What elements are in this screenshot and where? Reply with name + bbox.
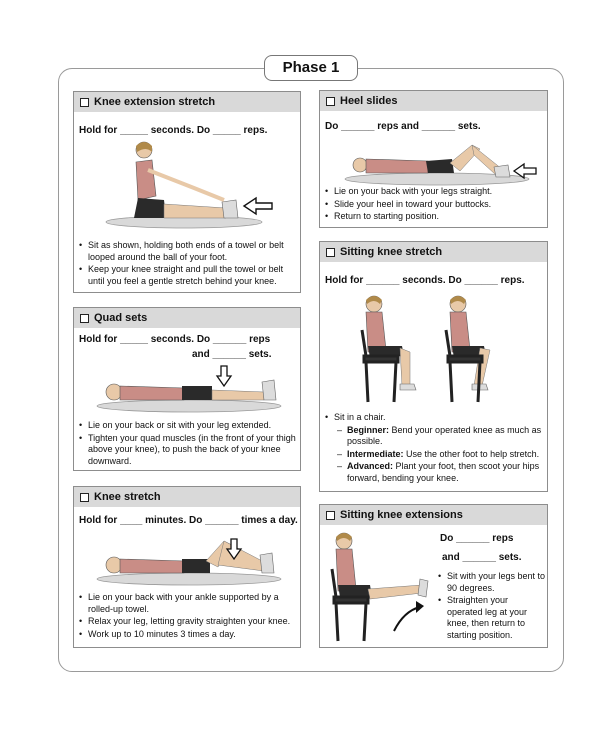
card-header	[74, 487, 300, 507]
card-quad-sets	[73, 307, 301, 471]
list-item: • Slide your heel in toward your buttocks.	[325, 199, 545, 211]
hold-instructions: Hold for ______ seconds. Do ______ reps.	[325, 275, 525, 286]
list-item: • Straighten your operated leg at your knee, then return to starting position.	[438, 595, 546, 641]
list-item-advanced	[325, 461, 547, 484]
list-item: • Lie on your back with your legs straight.	[325, 186, 545, 198]
hold-instructions-line2: and ______ sets.	[192, 349, 272, 360]
level-text: Use the other foot to help stretch.	[406, 448, 540, 459]
card-sitting-knee-stretch	[319, 241, 548, 492]
list-item: • Keep your knee straight and pull the towel or belt until you feel a gentle stretch behind your knee.	[79, 264, 299, 287]
checkbox[interactable]	[326, 97, 335, 106]
hold-instructions: Do ______ reps and ______ sets.	[325, 121, 481, 132]
page-title: Phase 1	[264, 55, 358, 81]
checkbox[interactable]	[326, 511, 335, 520]
card-title: Knee extension stretch	[94, 96, 216, 108]
checkbox[interactable]	[326, 248, 335, 257]
list-item: • Tighten your quad muscles (in the front of your thigh above your knee), to push the back of your knee downward.	[79, 433, 299, 468]
list-item: • Lie on your back with your ankle supported by a rolled-up towel.	[79, 592, 299, 615]
level-label: Intermediate:	[347, 448, 404, 459]
card-header	[320, 505, 547, 525]
list-item-intermediate	[325, 449, 547, 461]
card-header	[320, 242, 547, 262]
instruction-list	[79, 420, 299, 468]
hold-instructions: Hold for _____ seconds. Do ______ reps	[79, 334, 271, 345]
card-sitting-knee-extensions	[319, 504, 548, 648]
card-title: Knee stretch	[94, 491, 161, 503]
hold-instructions: Hold for _____ seconds. Do _____ reps.	[79, 125, 268, 136]
card-heel-slides	[319, 90, 548, 228]
knee-stretch-illustration	[94, 535, 284, 589]
list-item: • Work up to 10 minutes 3 times a day.	[79, 629, 299, 641]
knee-extension-illustration	[104, 138, 284, 230]
quad-sets-illustration	[94, 364, 284, 416]
checkbox[interactable]	[80, 493, 89, 502]
instruction-list	[79, 592, 299, 641]
list-item: • Relax your leg, letting gravity straighten your knee.	[79, 616, 299, 628]
list-item: • Sit as shown, holding both ends of a towel or belt looped around the ball of your foot.	[79, 240, 299, 263]
card-header	[74, 92, 300, 112]
card-title: Sitting knee stretch	[340, 246, 443, 258]
list-item: • Return to starting position.	[325, 211, 545, 223]
instruction-list	[79, 240, 299, 288]
card-header	[320, 91, 547, 111]
heel-slides-illustration	[342, 141, 542, 187]
sitting-knee-stretch-illustration	[358, 290, 518, 406]
sitting-knee-extensions-illustration	[328, 527, 440, 645]
level-text: Bend your operated knee as much as possible.	[347, 424, 542, 446]
list-item: • Sit in a chair.	[325, 412, 547, 424]
instruction-list	[438, 571, 546, 642]
level-label: Advanced:	[347, 461, 394, 471]
list-item-beginner	[325, 425, 547, 448]
card-title: Heel slides	[340, 95, 398, 107]
checkbox[interactable]	[80, 314, 89, 323]
list-item: • Sit with your legs bent to 90 degrees.	[438, 571, 546, 594]
card-title: Sitting knee extensions	[340, 509, 463, 521]
card-title: Quad sets	[94, 312, 148, 324]
card-knee-extension-stretch	[73, 91, 301, 293]
hold-instructions: Hold for ____ minutes. Do ______ times a day.	[79, 515, 298, 526]
hold-instructions-line2: and ______ sets.	[442, 552, 522, 563]
list-item: • Lie on your back or sit with your leg extended.	[79, 420, 299, 432]
hold-instructions: Do ______ reps	[440, 533, 514, 544]
level-label: Beginner:	[347, 424, 390, 435]
instruction-list	[325, 186, 545, 224]
level-text: Plant your foot, then scoot your hips forward, bending your knee.	[347, 461, 540, 483]
card-header	[74, 308, 300, 328]
card-knee-stretch	[73, 486, 301, 648]
instruction-list	[325, 412, 547, 485]
checkbox[interactable]	[80, 98, 89, 107]
